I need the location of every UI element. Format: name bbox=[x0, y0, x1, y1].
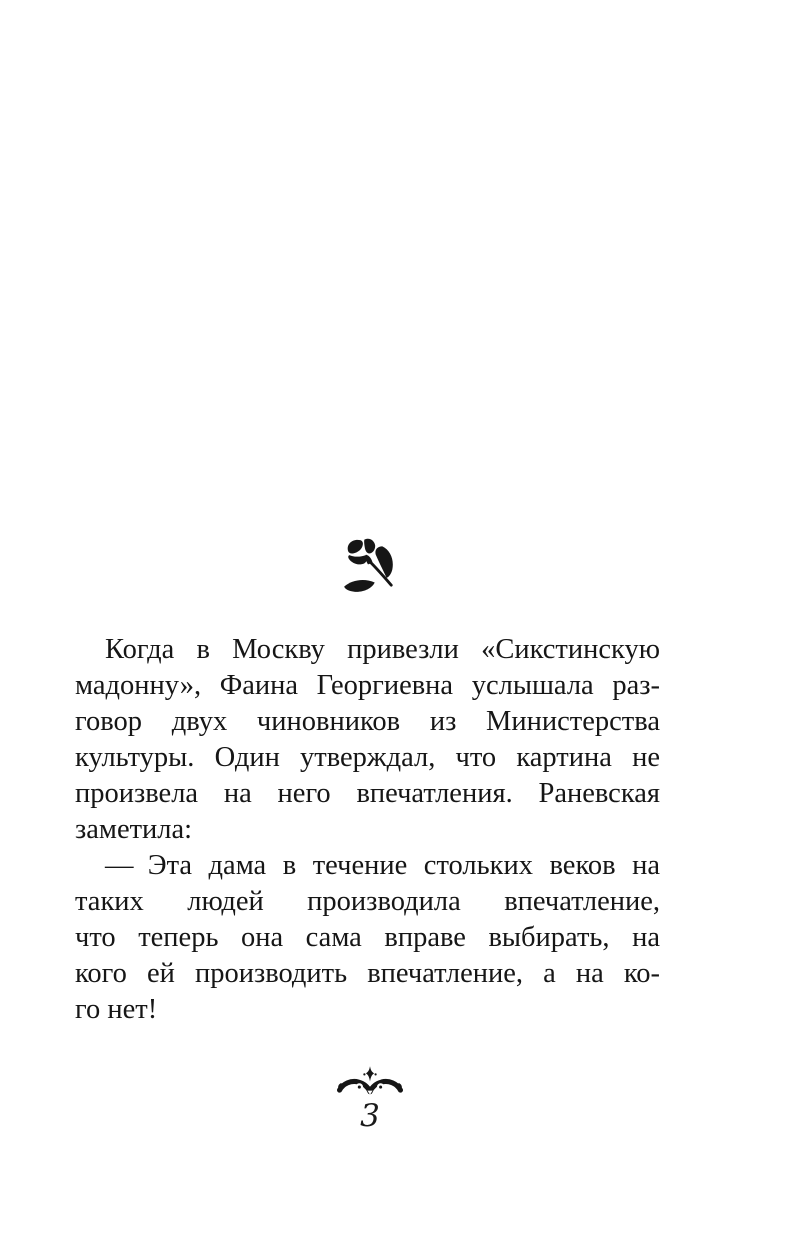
paragraph-line: мадонну», Фаина Георгиевна услышала раз- bbox=[75, 670, 660, 701]
page-number: 3 bbox=[360, 1098, 380, 1134]
paragraph-line: что теперь она сама вправе выбирать, на bbox=[75, 922, 660, 953]
paragraph-line: — Эта дама в течение стольких веков на bbox=[105, 850, 660, 881]
page-footer bbox=[75, 1066, 665, 1132]
flourish-icon bbox=[337, 1066, 403, 1097]
paragraph-line: го нет! bbox=[75, 994, 158, 1025]
rose-ornament-icon bbox=[343, 537, 395, 596]
paragraph-line: таких людей производила впечатление, bbox=[75, 886, 660, 917]
paragraph-line: говор двух чиновников из Министерства bbox=[75, 706, 660, 737]
paragraph-line: кого ей производить впечатление, а на ко- bbox=[75, 958, 660, 989]
paragraph-line: Когда в Москву привезли «Сикстинскую bbox=[105, 634, 660, 665]
paragraph-line: произвела на него впечатления. Раневская bbox=[75, 778, 660, 809]
paragraph-line: культуры. Один утверждал, что картина не bbox=[75, 742, 660, 773]
paragraph-line: заметила: bbox=[75, 814, 193, 845]
text-block bbox=[75, 632, 660, 1028]
